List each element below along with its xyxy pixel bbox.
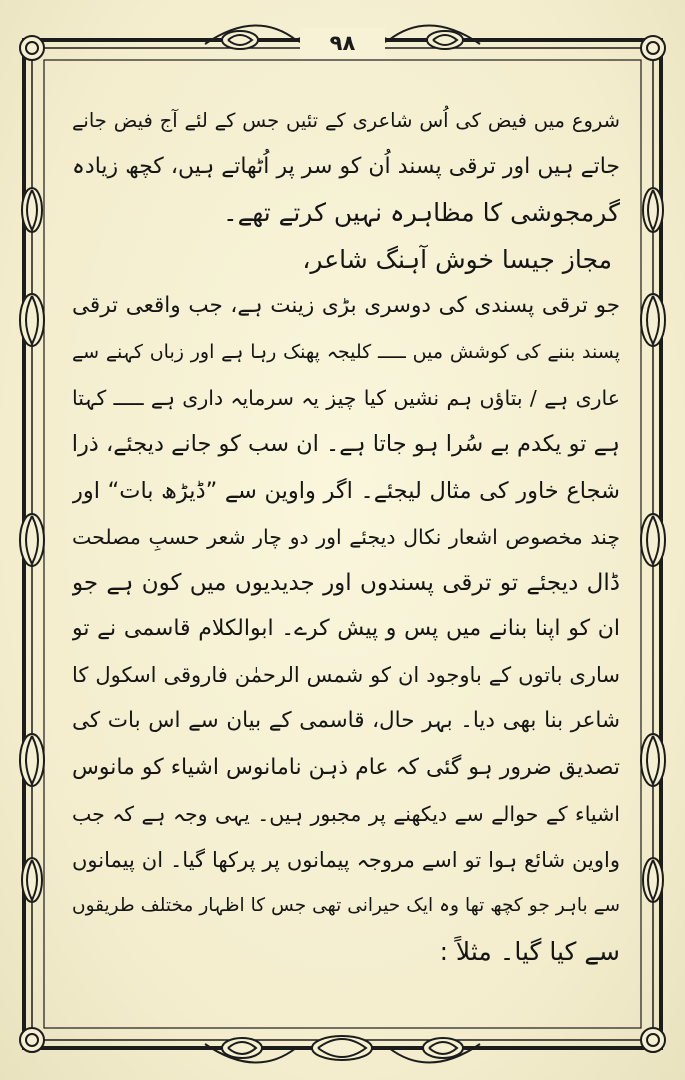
body-text [72,98,620,976]
text-line: ساری باتوں کے باوجود ان کو شمس الرحمٰن فاروقی اسکول کا [72,663,620,688]
text-line: ان کو اپنا بنانے میں پس و پیش کرے۔ ابوالکلام قاسمی نے تو [72,616,620,642]
text-line: گرمجوشی کا مظاہرہ نہیں کرتے تھے۔ [222,198,620,228]
text-line: شجاع خاور کی مثال لیجئے۔ اگر واوین سے ”ڈیڑھ بات“ اور [72,477,620,504]
verse-line: مجاز جیسا خوش آہنگ شاعر، [302,244,612,274]
text-line: عاری ہے / بتاؤں ہم نشیں کیا چیز یہ سرمایہ داری ہے ـــــ کہتا [72,386,620,411]
paragraph [72,283,620,976]
text-line: ڈال دیجئے تو ترقی پسندوں اور جدیدیوں میں کون ہے جو [72,569,620,596]
page-number: ۹۸ [300,28,385,58]
paragraph [72,98,620,237]
text-line: چند مخصوص اشعار نکال دیجئے اور دو چار شعر حسبِ مصلحت [72,524,620,549]
text-line: واوین شائع ہوا تو اسے مروجہ پیمانوں پر پرکھا گیا۔ ان پیمانوں [72,848,620,872]
text-line: سے کیا گیا۔ مثلاً : [439,937,620,967]
text-line: تصدیق ضرور ہو گئی کہ عام ذہن نامانوس اشیاء کو مانوس [72,754,620,780]
text-line: پسند بننے کی کوشش میں ـــــ کلیجہ پھنک رہا ہے اور زباں کہنے سے [72,340,620,363]
text-line: ہے تو یکدم بے سُرا ہو جاتا ہے۔ ان سب کو جانے دیجئے، ذرا [72,431,620,458]
text-line: اشیاء کے حوالے سے دیکھنے پر مجبور ہیں۔ یہی وجہ ہے کہ جب [72,801,620,826]
text-line: شاعر بنا بھی دیا۔ بہر حال، قاسمی کے بیان سے اس بات کی [72,708,620,734]
text-line: جو ترقی پسندی کی دوسری بڑی زینت ہے، جب واقعی ترقی [72,292,620,318]
text-line: سے باہر جو کچھ تھا وہ ایک حیرانی تھی جس کا اظہار مختلف طریقوں [72,895,620,917]
text-line: جاتے ہیں اور ترقی پسند اُن کو سر پر اُٹھاتے ہیں، کچھ زیادہ [72,154,620,180]
bottom-ornament [205,1036,480,1063]
text-line: شروع میں فیض کی اُس شاعری کے تئیں جس کے لئے آج فیض جانے [72,109,620,132]
